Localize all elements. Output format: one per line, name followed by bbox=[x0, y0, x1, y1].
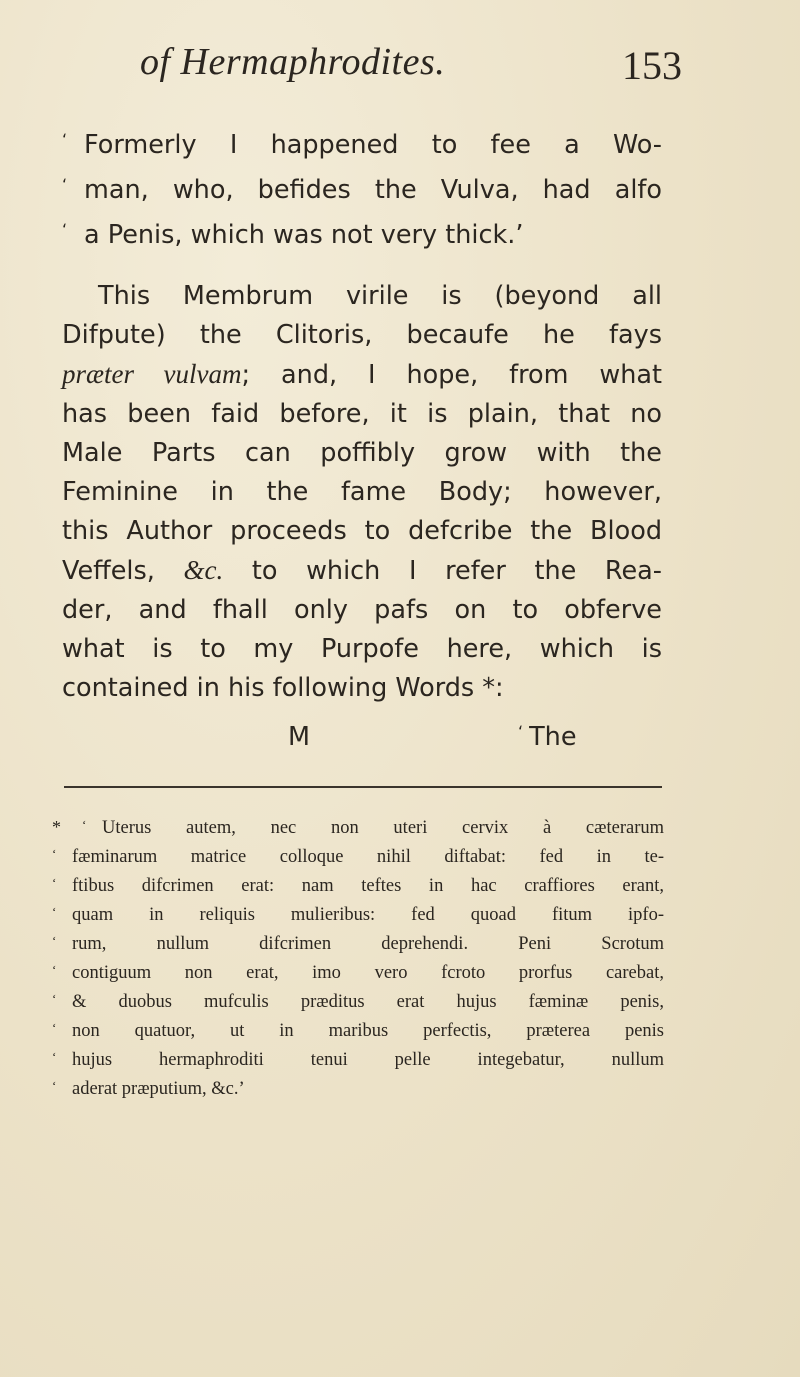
signature-mark: M bbox=[288, 722, 311, 752]
footnote-line bbox=[52, 899, 664, 928]
quote-mark: ‘ bbox=[52, 875, 57, 890]
footnote bbox=[52, 812, 664, 1102]
quote-mark: ‘ bbox=[52, 991, 57, 1006]
footnote-text: ftibus difcrimen erat: nam teftes in hac craffiores erant, bbox=[72, 876, 664, 896]
paragraph-line bbox=[62, 551, 662, 591]
quote-text: man, who, befides the Vulva, had alfo bbox=[84, 175, 662, 205]
catchword bbox=[518, 722, 577, 752]
paragraph-gap bbox=[62, 255, 662, 277]
quote-line bbox=[62, 120, 662, 165]
quote-text: a Penis, which was not very thick.’ bbox=[84, 220, 524, 250]
footnote-star: * bbox=[52, 817, 61, 837]
quote-mark: ‘ bbox=[52, 933, 57, 948]
catchword-text: The bbox=[529, 722, 577, 752]
paragraph-line: what is to my Purpofe here, which is bbox=[62, 634, 662, 664]
footnote-line bbox=[52, 870, 664, 899]
latin-phrase: præter vulvam bbox=[62, 359, 242, 389]
footnote-text: contiguum non erat, imo vero fcroto prorfus carebat, bbox=[72, 963, 664, 983]
paragraph-line: This Membrum virile is (beyond all bbox=[98, 281, 662, 311]
paragraph-line: der, and fhall only pafs on to obferve bbox=[62, 595, 662, 625]
page-number: 153 bbox=[622, 43, 682, 88]
quote-mark: ‘ bbox=[52, 1020, 57, 1035]
footnote-line bbox=[52, 1073, 664, 1102]
paragraph-line: Male Parts can poffibly grow with the bbox=[62, 438, 662, 468]
footnote-rule bbox=[64, 786, 662, 788]
footnote-line bbox=[52, 1015, 664, 1044]
footnote-line bbox=[52, 928, 664, 957]
quote-mark: ‘ bbox=[52, 1078, 57, 1093]
paragraph-line: Difpute) the Clitoris, becaufe he fays bbox=[62, 320, 662, 350]
quote-mark: ‘ bbox=[52, 904, 57, 919]
footnote-text: aderat præputium, &c.’ bbox=[72, 1079, 245, 1099]
paragraph-line bbox=[62, 355, 662, 395]
quote-mark: ‘ bbox=[518, 722, 524, 741]
footnote-text: fæminarum matrice colloque nihil diftabat: fed in te- bbox=[72, 847, 664, 867]
paragraph-line-start: Veffels, bbox=[62, 556, 155, 586]
footnote-line bbox=[52, 1044, 664, 1073]
footnote-text: Uterus autem, nec non uteri cervix à cæterarum bbox=[102, 818, 664, 838]
quote-mark: ‘ bbox=[82, 817, 87, 832]
paragraph-line: this Author proceeds to defcribe the Blood bbox=[62, 516, 662, 546]
signature-line bbox=[288, 722, 658, 762]
quote-mark: ‘ bbox=[62, 130, 68, 149]
quote-mark: ‘ bbox=[62, 175, 68, 194]
quote-mark: ‘ bbox=[52, 962, 57, 977]
etc-italic: &c. bbox=[183, 555, 224, 585]
paragraph-line-end: to which I refer the Rea- bbox=[251, 556, 662, 586]
quote-mark: ‘ bbox=[52, 846, 57, 861]
footnote-text: rum, nullum difcrimen deprehendi. Peni Scrotum bbox=[72, 934, 664, 954]
footnote-line bbox=[52, 986, 664, 1015]
body-text bbox=[62, 120, 662, 708]
footnote-line bbox=[52, 812, 664, 841]
footnote-text: hujus hermaphroditi tenui pelle integebatur, nullum bbox=[72, 1050, 664, 1070]
quote-line bbox=[62, 165, 662, 210]
quote-line bbox=[62, 210, 662, 255]
running-title: of Hermaphrodites. bbox=[140, 41, 446, 83]
running-head bbox=[100, 40, 682, 100]
footnote-text: quam in reliquis mulieribus: fed quoad fitum ipfo- bbox=[72, 905, 664, 925]
footnote-text: & duobus mufculis præditus erat hujus fæminæ penis, bbox=[72, 992, 664, 1012]
footnote-line bbox=[52, 841, 664, 870]
footnote-line bbox=[52, 957, 664, 986]
paragraph-line: contained in his following Words *: bbox=[62, 673, 504, 703]
paragraph-line: Feminine in the fame Body; however, bbox=[62, 477, 662, 507]
footnote-text: non quatuor, ut in maribus perfectis, præterea penis bbox=[72, 1021, 664, 1041]
quote-mark: ‘ bbox=[52, 1049, 57, 1064]
paragraph-line-rest: ; and, I hope, from what bbox=[241, 360, 662, 390]
paragraph-line: has been faid before, it is plain, that no bbox=[62, 399, 662, 429]
quote-text: Formerly I happened to fee a Wo- bbox=[84, 130, 662, 160]
quote-mark: ‘ bbox=[62, 220, 68, 239]
